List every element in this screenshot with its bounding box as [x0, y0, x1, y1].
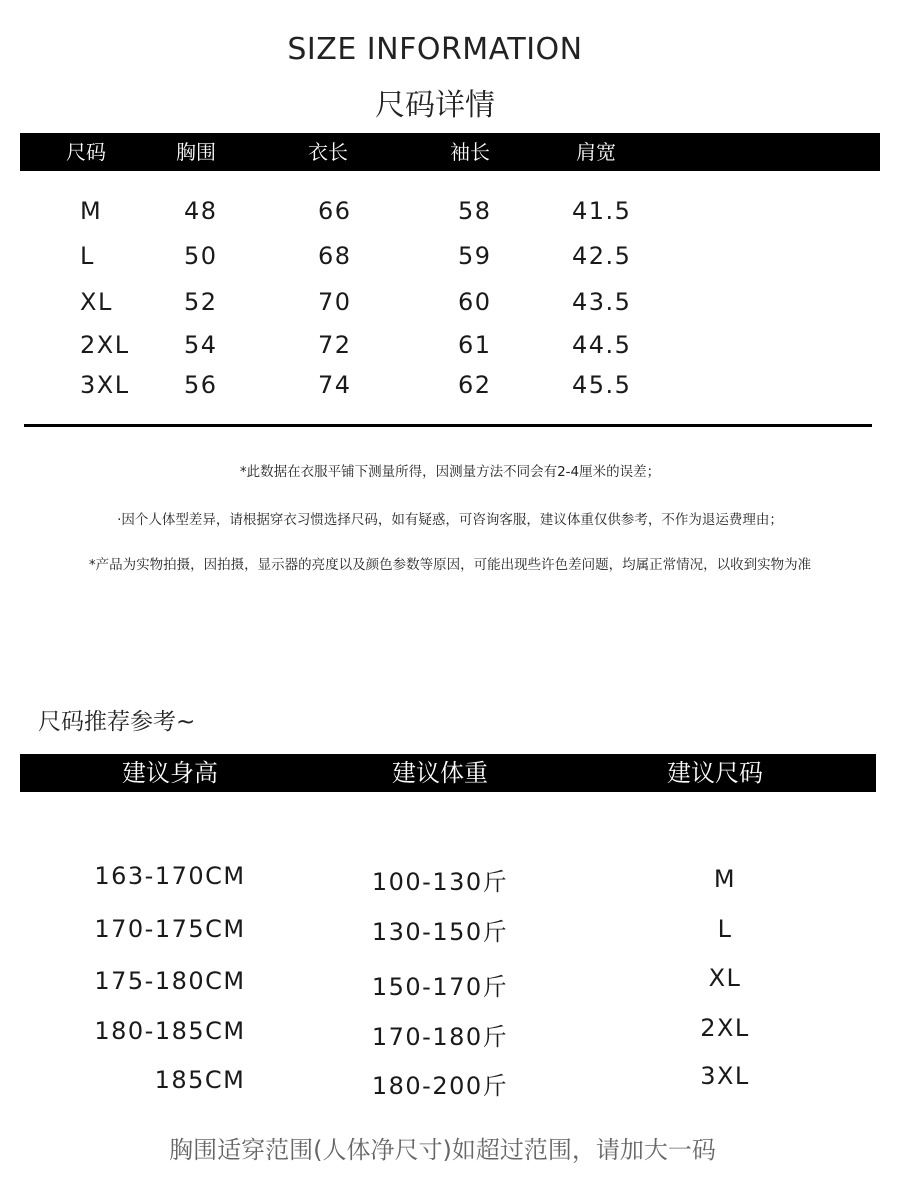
cell-height: 185CM	[154, 1066, 246, 1094]
cell-weight: 100-130斤	[371, 868, 509, 896]
cell-shoulder: 41.5	[572, 197, 632, 225]
cell-size: XL	[80, 288, 113, 316]
cell-chest: 48	[184, 197, 218, 225]
note-measurement: *此数据在衣服平铺下测量所得，因测量方法不同会有2-4厘米的误差；	[239, 464, 661, 480]
cell-chest: 50	[184, 242, 218, 270]
title-chinese: 尺码详情	[375, 88, 495, 123]
cell-length: 68	[318, 242, 352, 270]
table-row	[0, 288, 900, 328]
cell-height: 175-180CM	[94, 967, 246, 995]
header-sleeve: 袖长	[450, 140, 490, 164]
cell-size: XL	[708, 964, 742, 992]
header-height: 建议身高	[122, 759, 218, 787]
cell-sleeve: 61	[458, 331, 492, 359]
cell-shoulder: 45.5	[572, 371, 632, 399]
cell-length: 66	[318, 197, 352, 225]
size-table-header	[20, 133, 880, 171]
cell-sleeve: 59	[458, 242, 492, 270]
cell-height: 163-170CM	[94, 862, 246, 890]
cell-length: 70	[318, 288, 352, 316]
table-divider	[24, 424, 872, 427]
cell-height: 170-175CM	[94, 915, 246, 943]
cell-size: L	[80, 242, 95, 270]
table-row	[0, 915, 900, 955]
cell-size: M	[80, 197, 103, 225]
header-size: 尺码	[66, 140, 106, 164]
header-chest: 胸围	[176, 140, 216, 164]
table-row	[0, 1014, 900, 1057]
cell-sleeve: 60	[458, 288, 492, 316]
table-row	[0, 197, 900, 237]
table-row	[0, 242, 900, 282]
header-shoulder: 肩宽	[576, 140, 616, 164]
recommend-table-header	[20, 754, 876, 792]
header-length: 衣长	[308, 140, 348, 164]
footer-note: 胸围适穿范围(人体净尺寸)如超过范围，请加大一码	[169, 1136, 716, 1164]
cell-size: M	[713, 865, 737, 893]
table-row	[0, 862, 900, 902]
cell-weight: 170-180斤	[371, 1023, 509, 1051]
cell-length: 74	[318, 371, 352, 399]
cell-size: 2XL	[80, 331, 130, 359]
title-english: SIZE INFORMATION	[287, 32, 583, 67]
cell-chest: 54	[184, 331, 218, 359]
cell-weight: 130-150斤	[371, 918, 509, 946]
cell-size: L	[717, 915, 733, 943]
table-row	[0, 964, 900, 1007]
note-color-difference: *产品为实物拍摄，因拍摄，显示器的亮度以及颜色参数等原因，可能出现些许色差问题，均属正常情况，以收到实物为准	[88, 557, 812, 573]
cell-chest: 56	[184, 371, 218, 399]
cell-shoulder: 44.5	[572, 331, 632, 359]
header-recommended-size: 建议尺码	[667, 759, 763, 787]
cell-weight: 150-170斤	[371, 973, 509, 1001]
cell-size: 3XL	[80, 371, 130, 399]
table-row	[0, 371, 900, 411]
cell-sleeve: 62	[458, 371, 492, 399]
table-row	[0, 331, 900, 371]
cell-shoulder: 43.5	[572, 288, 632, 316]
cell-height: 180-185CM	[94, 1017, 246, 1045]
cell-sleeve: 58	[458, 197, 492, 225]
cell-chest: 52	[184, 288, 218, 316]
recommend-title: 尺码推荐参考~	[38, 709, 196, 735]
cell-size: 2XL	[700, 1014, 750, 1042]
header-weight: 建议体重	[392, 759, 488, 787]
cell-shoulder: 42.5	[572, 242, 632, 270]
table-row	[0, 1062, 900, 1106]
cell-size: 3XL	[700, 1062, 750, 1090]
cell-weight: 180-200斤	[371, 1072, 509, 1100]
cell-length: 72	[318, 331, 352, 359]
note-body-type: ·因个人体型差异，请根据穿衣习惯选择尺码，如有疑惑，可咨询客服，建议体重仅供参考，不作为退运费理由；	[117, 512, 783, 528]
